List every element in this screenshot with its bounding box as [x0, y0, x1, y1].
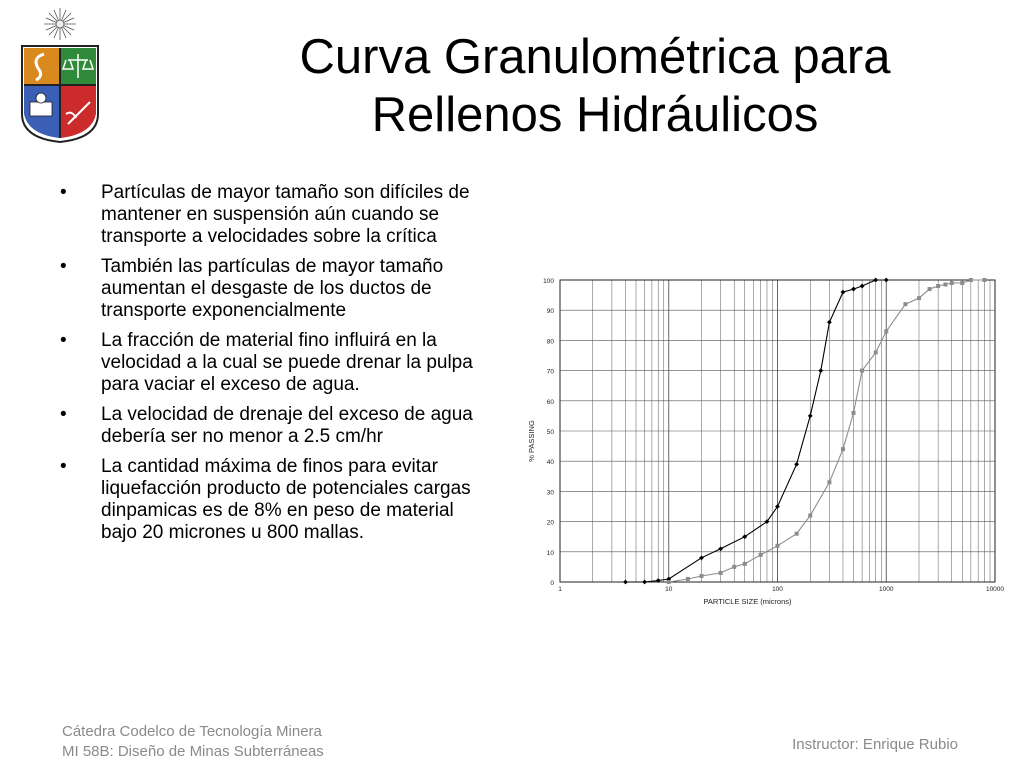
- y-tick-label: 20: [546, 519, 554, 527]
- series-1-point: [873, 278, 878, 283]
- x-axis-label: PARTICLE SIZE (microns): [703, 597, 792, 606]
- bullet-marker: •: [60, 456, 67, 477]
- series-2-point: [860, 369, 864, 373]
- bullet-marker: •: [60, 182, 67, 203]
- slide-title-line-1: Curva Granulométrica para: [299, 30, 891, 84]
- footer-instructor: Instructor: Enrique Rubio: [792, 736, 958, 753]
- series-2-point: [903, 302, 907, 306]
- bullet-item: [60, 404, 480, 448]
- bullet-item: [60, 456, 480, 544]
- series-2-point: [936, 284, 940, 288]
- bullet-marker: •: [60, 404, 67, 425]
- series-1-point: [841, 290, 846, 295]
- series-2-point: [928, 287, 932, 291]
- bullet-text: La cantidad máxima de finos para evitar liquefacción producto de potenciales cargas dinpamicas es de 8% en peso de material bajo 20 micrones u 800 mallas.: [101, 456, 471, 543]
- bullet-item: [60, 256, 480, 322]
- y-tick-label: 70: [546, 368, 554, 376]
- y-tick-label: 80: [546, 338, 554, 346]
- series-2-point: [917, 296, 921, 300]
- series-2-point: [686, 577, 690, 581]
- footer-chair-name: Cátedra Codelco de Tecnología Minera: [62, 723, 322, 740]
- series-1-point: [808, 414, 813, 419]
- y-tick-label: 0: [550, 580, 554, 587]
- series-1-point: [884, 278, 889, 283]
- y-tick-label: 40: [546, 459, 554, 467]
- bullet-text: La velocidad de drenaje del exceso de agua debería ser no menor a 2.5 cm/hr: [101, 404, 473, 447]
- y-axis-label: % PASSING: [527, 420, 536, 462]
- y-tick-label: 50: [546, 429, 554, 436]
- series-2-point: [950, 281, 954, 285]
- series-1-point: [860, 284, 865, 289]
- series-1-point: [827, 320, 832, 325]
- series-1-point: [718, 546, 723, 551]
- series-2-point: [841, 447, 845, 451]
- y-tick-label: 30: [546, 489, 554, 497]
- x-tick-label: 1000: [879, 586, 894, 593]
- slide-title: [200, 28, 990, 144]
- series-1-point: [794, 462, 799, 467]
- y-tick-label: 90: [546, 308, 554, 316]
- series-2-point: [719, 571, 723, 575]
- bullet-list: [60, 182, 480, 552]
- bullet-text: También las partículas de mayor tamaño aumentan el desgaste de los ductos de transporte exponencialmente: [101, 256, 444, 321]
- series-1-point: [818, 368, 823, 373]
- slide-title-line-2: Rellenos Hidráulicos: [371, 88, 819, 142]
- y-tick-label: 100: [543, 278, 554, 285]
- bullet-marker: •: [60, 330, 67, 351]
- series-2-point: [667, 580, 671, 584]
- footer-course-name: MI 58B: Diseño de Minas Subterráneas: [62, 743, 324, 760]
- bullet-item: [60, 330, 480, 396]
- x-tick-label: 1: [558, 586, 562, 593]
- y-tick-label: 10: [546, 549, 554, 557]
- series-2-point: [808, 514, 812, 518]
- series-2-point: [827, 480, 831, 484]
- x-tick-label: 100: [772, 586, 783, 593]
- y-tick-label: 60: [546, 398, 554, 406]
- star-crest-icon: [44, 8, 76, 40]
- series-2-point: [960, 281, 964, 285]
- series-1-point: [642, 580, 647, 585]
- university-coat-of-arms-icon: [18, 6, 102, 144]
- series-2-point: [884, 329, 888, 333]
- bullet-text: Partículas de mayor tamaño son difíciles de mantener en suspensión aún cuando se transporte a velocidades sobre la crítica: [101, 182, 470, 247]
- series-1-point: [851, 287, 856, 292]
- series-2-point: [795, 532, 799, 536]
- x-tick-label: 10000: [985, 586, 1005, 593]
- series-2-point: [982, 278, 986, 282]
- series-2-point: [969, 278, 973, 282]
- series-2-point: [776, 544, 780, 548]
- series-2-point: [699, 574, 703, 578]
- series-2-point: [852, 411, 856, 415]
- series-1-point: [623, 580, 628, 585]
- bullet-item: [60, 182, 480, 248]
- grain-size-chart: [520, 266, 1010, 612]
- series-2-point: [743, 562, 747, 566]
- series-2-point: [732, 565, 736, 569]
- x-tick-label: 10: [665, 586, 673, 593]
- bullet-marker: •: [60, 256, 67, 277]
- series-2-point: [874, 350, 878, 354]
- series-2-point: [759, 553, 763, 557]
- bullet-text: La fracción de material fino influirá en la velocidad a la cual se puede drenar la pulpa para vaciar el exceso de agua.: [101, 330, 473, 395]
- series-2-point: [943, 283, 947, 287]
- footer-course-info: [62, 722, 324, 762]
